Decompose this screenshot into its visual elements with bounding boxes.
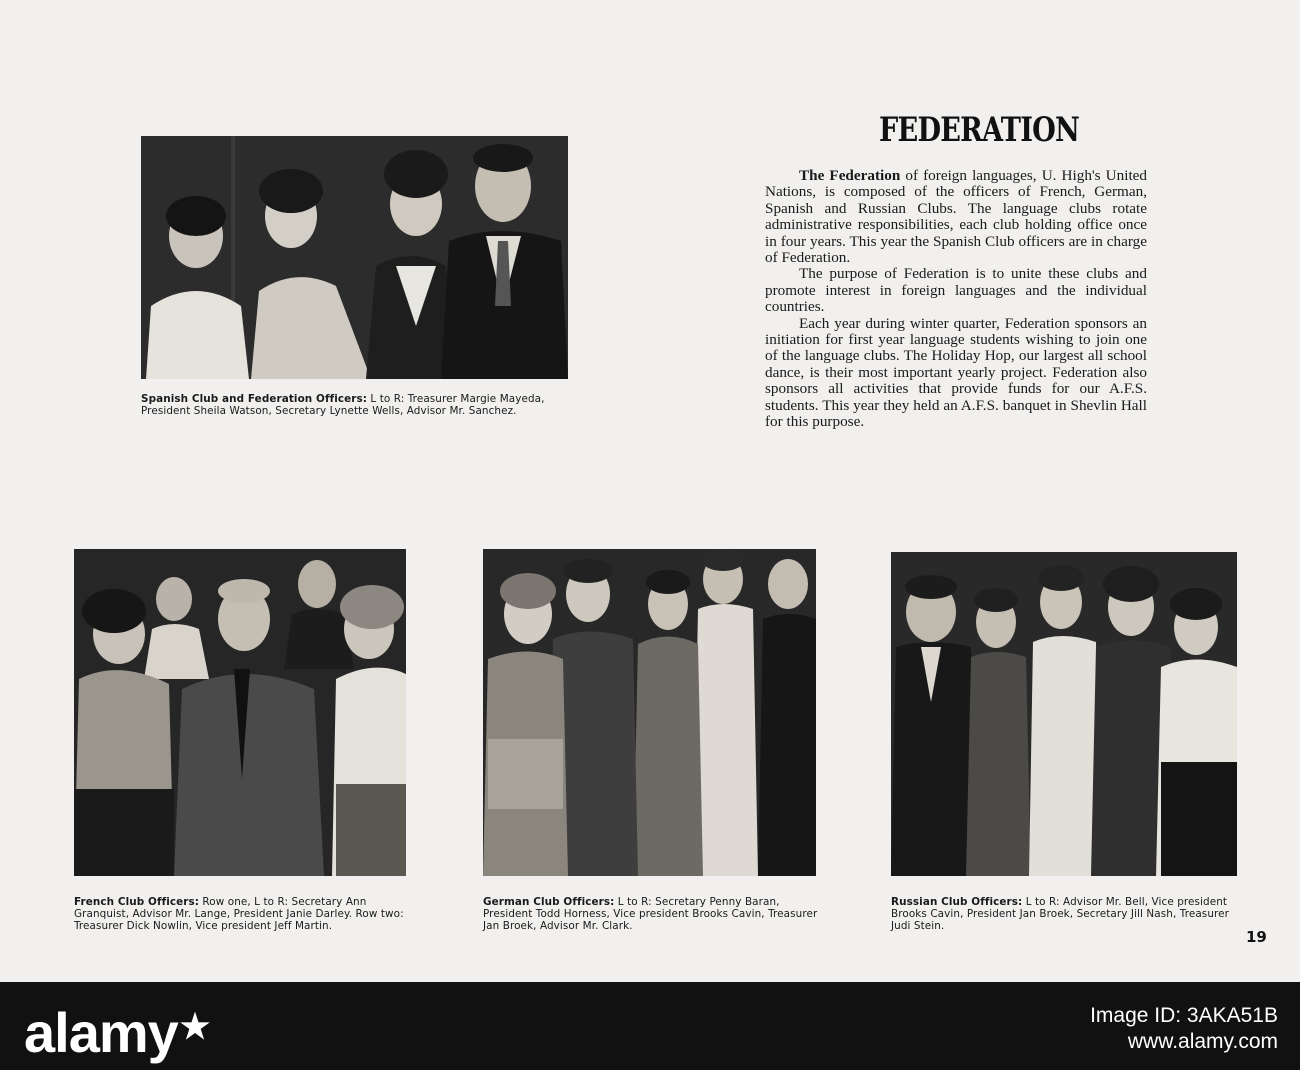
german-club-caption	[483, 896, 828, 933]
site-url: www.alamy.com	[1127, 1030, 1278, 1053]
alamy-logo	[24, 1000, 209, 1065]
page-number: 19	[1246, 928, 1267, 946]
page-title: FEDERATION	[879, 110, 1080, 150]
article-paragraph-2: The purpose of Federation is to unite these clubs and promote interest in foreign languages and the individual countries.	[765, 265, 1147, 316]
caption-title: German Club Officers:	[483, 896, 615, 908]
article-lead: The Federation	[799, 167, 901, 184]
image-id: Image ID: 3AKA51B	[1090, 1004, 1278, 1027]
star-icon: ★	[179, 1008, 210, 1046]
federation-article	[765, 168, 1147, 431]
spanish-club-caption	[141, 393, 576, 417]
article-paragraph-1	[765, 168, 1147, 266]
caption-title: French Club Officers:	[74, 896, 200, 908]
article-paragraph-3: Each year during winter quarter, Federation sponsors an initiation for first year language students wishing to join one of the language clubs. The Holiday Hop, our largest all school dance, is their most important yearly project. Federation also sponsors all activities that provide funds for our A.F.S. students. This year they held an A.F.S. banquet in Shevlin Hall for this purpose.	[765, 314, 1147, 431]
french-club-caption	[74, 896, 414, 933]
article-text: of foreign languages, U. High's United Nations, is composed of the officers of French, German, Spanish and Russian Clubs. The language clubs rotate administrative responsibilities, each club holding office once in four years. This year the Spanish Club officers are in charge of Federation.	[765, 167, 1147, 267]
caption-title: Spanish Club and Federation Officers:	[141, 393, 368, 405]
image-id-block	[1090, 1003, 1278, 1055]
french-club-photo	[74, 549, 406, 876]
russian-club-photo	[891, 552, 1237, 876]
caption-text: L to R: Treasurer Margie Mayeda, President Sheila Watson, Secretary Lynette Wells, Advisor Mr. Sanchez.	[141, 393, 545, 418]
caption-text: L to R: Advisor Mr. Bell, Vice president Brooks Cavin, President Jan Broek, Secretary Jill Nash, Treasurer Judi Stein.	[891, 896, 1230, 933]
caption-text: Row one, L to R: Secretary Ann Granquist, Advisor Mr. Lange, President Janie Darley. Row two: Treasurer Dick Nowlin, Vice president Jeff Martin.	[74, 896, 404, 933]
caption-title: Russian Club Officers:	[891, 896, 1023, 908]
brand-text: alamy	[24, 1001, 178, 1064]
spanish-club-photo	[141, 136, 568, 379]
caption-text: L to R: Secretary Penny Baran, President Todd Horness, Vice president Brooks Cavin, Treasurer Jan Broek, Advisor Mr. Clark.	[483, 896, 818, 933]
russian-club-caption	[891, 896, 1236, 933]
german-club-photo	[483, 549, 816, 876]
